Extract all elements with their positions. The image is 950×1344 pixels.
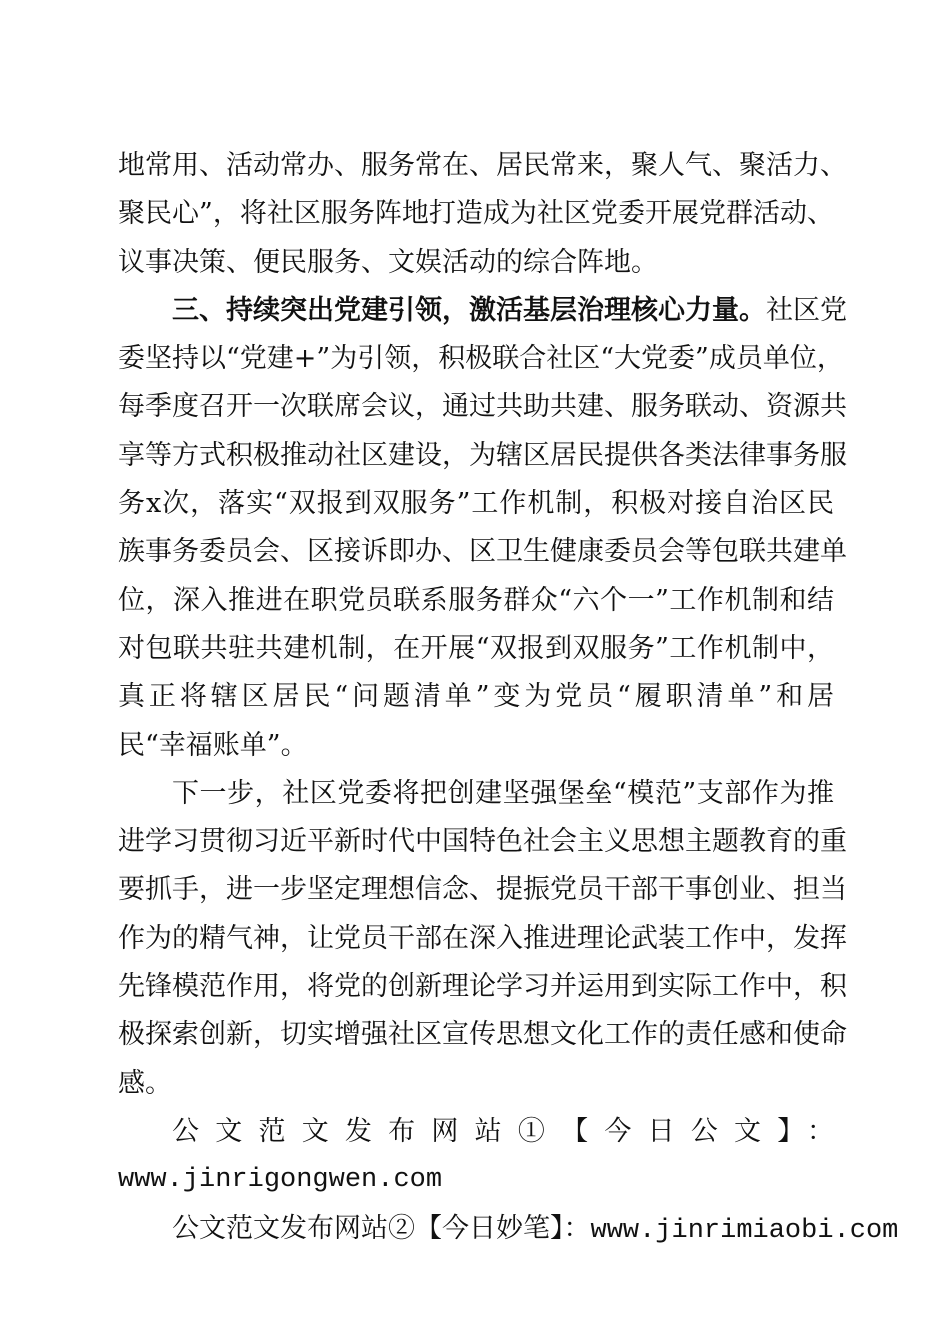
text-line: 民“幸福账单”。 [118, 729, 308, 761]
text-line: 进学习贯彻习近平新时代中国特色社会主义思想主题教育的重 [118, 826, 847, 858]
document-page [118, 142, 899, 1253]
text-line: 作为的精气神，让党员干部在深入推进理论武装工作中，发挥 [118, 922, 847, 954]
site2-url[interactable]: www.jinrimiaobi.com [590, 1215, 899, 1246]
paragraph-1 [118, 142, 847, 287]
text-line: 委坚持以“党建+”为引领，积极联合社区“大党委”成员单位， [118, 343, 844, 375]
paragraph-3 [118, 770, 847, 1108]
text-line: 极探索创新，切实增强社区宣传思想文化工作的责任感和使命 [118, 1019, 847, 1051]
text-line: 享等方式积极推动社区建设，为辖区居民提供各类法律事务服 [118, 439, 847, 471]
site1-label-line [118, 1108, 834, 1156]
text-line: 对包联共驻共建机制，在开展“双报到双服务”工作机制中， [118, 632, 834, 664]
text-line: 真正将辖区居民“问题清单”变为党员“履职清单”和居 [118, 681, 834, 713]
text-line: 要抓手，进一步坚定理想信念、提振党员干部干事创业、担当 [118, 874, 847, 906]
text-fragment: 社区党 [766, 294, 847, 326]
footer-links [118, 1108, 899, 1253]
text-line: 每季度召开一次联席会议，通过共助共建、服务联动、资源共 [118, 391, 847, 423]
paragraph-2 [118, 287, 847, 770]
text-line: 务x次，落实“双报到双服务”工作机制，积极对接自治区民 [118, 488, 834, 520]
text-line: 感。 [118, 1067, 172, 1099]
text-line: 位，深入推进在职党员联系服务群众“六个一”工作机制和结 [118, 584, 834, 616]
site2-label: 公文范文发布网站②【今日妙笔】： [172, 1212, 591, 1244]
text-line: 下一步，社区党委将把创建坚强堡垒“模范”支部作为推 [172, 777, 834, 809]
text-line: 先锋模范作用，将党的创新理论学习并运用到实际工作中，积 [118, 971, 847, 1003]
site1-url[interactable]: www.jinrigongwen.com [118, 1165, 443, 1196]
text-line [118, 287, 847, 335]
site1-label: 公文范文发布网站①【今日公文】： [172, 1115, 834, 1147]
site2-line [118, 1205, 899, 1253]
section-heading: 三、持续突出党建引领，激活基层治理核心力量。 [172, 294, 766, 326]
text-line: 地常用、活动常办、服务常在、居民常来，聚人气、聚活力、 [118, 150, 847, 181]
text-line: 族事务委员会、区接诉即办、区卫生健康委员会等包联共建单 [118, 536, 847, 568]
text-line: 聚民心”，将社区服务阵地打造成为社区党委开展党群活动、 [118, 198, 834, 230]
text-line: 议事决策、便民服务、文娱活动的综合阵地。 [118, 246, 658, 278]
